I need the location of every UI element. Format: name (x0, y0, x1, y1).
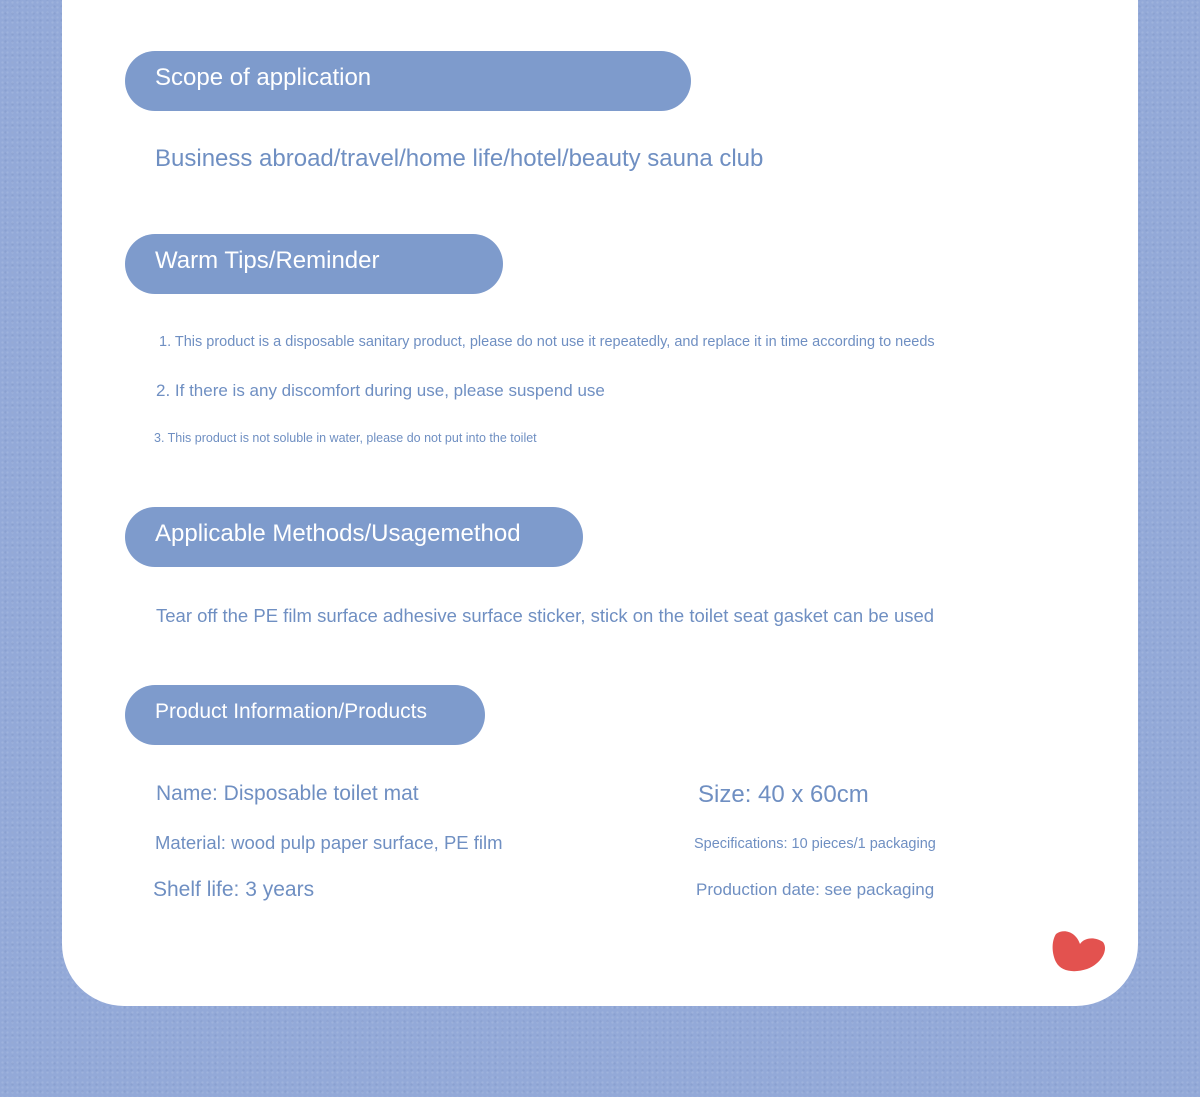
tips-heading-label: Warm Tips/Reminder (155, 247, 380, 274)
methods-heading-label: Applicable Methods/Usagemethod (155, 520, 521, 547)
product-shelf-life: Shelf life: 3 years (153, 878, 315, 901)
scope-heading (125, 51, 691, 111)
product-material: Material: wood pulp paper surface, PE film (155, 832, 503, 853)
methods-text: Tear off the PE film surface adhesive surface sticker, stick on the toilet seat gasket can be used (156, 605, 935, 626)
product-name: Name: Disposable toilet mat (156, 782, 419, 805)
heart-icon (1051, 928, 1109, 976)
product-heading (125, 685, 485, 745)
scope-heading-label: Scope of application (155, 64, 372, 91)
product-heading-label: Product Information/Products (155, 700, 427, 723)
product-production-date: Production date: see packaging (696, 880, 935, 899)
product-specifications: Specifications: 10 pieces/1 packaging (694, 836, 936, 852)
tip-item-3: 3. This product is not soluble in water, please do not put into the toilet (154, 431, 537, 445)
product-size: Size: 40 x 60cm (698, 781, 869, 808)
scope-text: Business abroad/travel/home life/hotel/beauty sauna club (155, 145, 764, 172)
tip-item-2: 2. If there is any discomfort during use, please suspend use (156, 381, 605, 400)
tip-item-1: 1. This product is a disposable sanitary product, please do not use it repeatedly, and replace it in time according to needs (159, 334, 935, 350)
tips-heading (125, 234, 503, 294)
methods-heading (125, 507, 583, 567)
